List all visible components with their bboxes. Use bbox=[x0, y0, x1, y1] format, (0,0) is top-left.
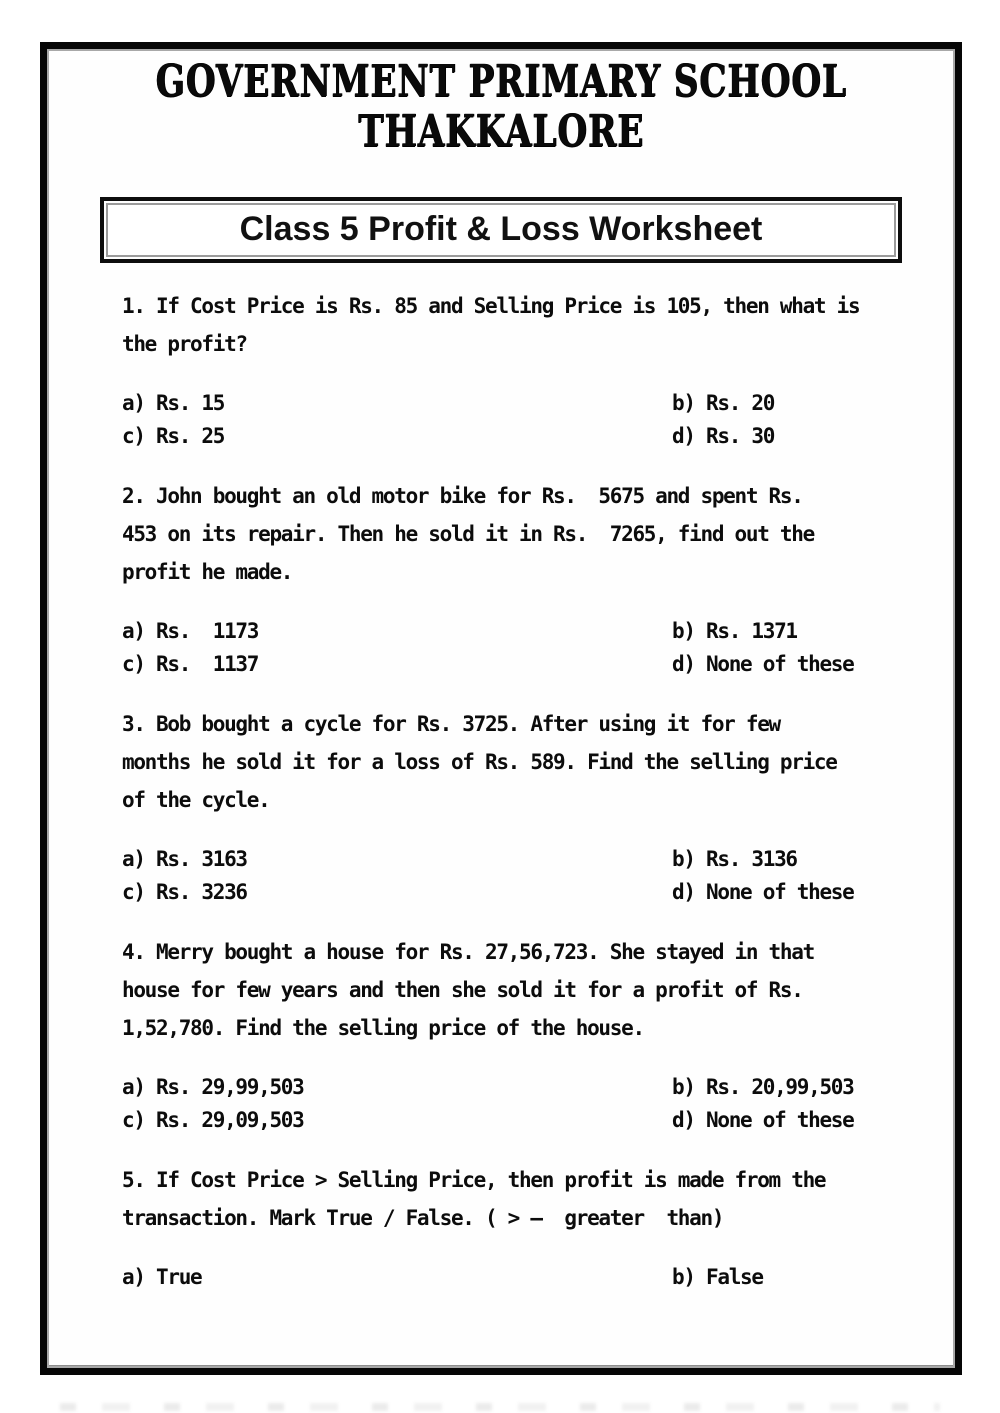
question-4-option-c[interactable]: c) Rs. 29,09,503 bbox=[122, 1108, 304, 1132]
question-2-line1: 2. John bought an old motor bike for Rs. 5675 and spent Rs. bbox=[122, 484, 803, 508]
worksheet-page-frame bbox=[40, 42, 962, 1375]
question-4-text bbox=[122, 933, 895, 1047]
question-3-line3: of the cycle. bbox=[122, 788, 270, 812]
question-4 bbox=[122, 933, 895, 1137]
question-1-option-b[interactable]: b) Rs. 20 bbox=[672, 391, 775, 415]
question-1-option-d[interactable]: d) Rs. 30 bbox=[672, 424, 775, 448]
question-2-option-c[interactable]: c) Rs. 1137 bbox=[122, 652, 259, 676]
question-2-option-a[interactable]: a) Rs. 1173 bbox=[122, 619, 259, 643]
question-5-text bbox=[122, 1161, 895, 1237]
question-4-line2: house for few years and then she sold it for a profit of Rs. bbox=[122, 978, 803, 1002]
question-4-option-d[interactable]: d) None of these bbox=[672, 1108, 854, 1132]
question-3-option-c[interactable]: c) Rs. 3236 bbox=[122, 880, 247, 904]
question-2-options bbox=[122, 615, 895, 681]
question-2-option-d[interactable]: d) None of these bbox=[672, 652, 854, 676]
cutoff-next-page-text-artifact bbox=[60, 1403, 940, 1411]
question-5-line1: 5. If Cost Price > Selling Price, then profit is made from the bbox=[122, 1168, 826, 1192]
question-3-options bbox=[122, 843, 895, 909]
school-name-line2: THAKKALORE bbox=[357, 106, 644, 157]
question-2-line3: profit he made. bbox=[122, 560, 293, 584]
question-1 bbox=[122, 287, 895, 453]
question-2-text bbox=[122, 477, 895, 591]
question-3-option-a[interactable]: a) Rs. 3163 bbox=[122, 847, 247, 871]
question-4-option-a[interactable]: a) Rs. 29,99,503 bbox=[122, 1075, 304, 1099]
question-4-options bbox=[122, 1071, 895, 1137]
question-3-option-b[interactable]: b) Rs. 3136 bbox=[672, 847, 797, 871]
question-4-line1: 4. Merry bought a house for Rs. 27,56,723. She stayed in that bbox=[122, 940, 814, 964]
question-4-line3: 1,52,780. Find the selling price of the house. bbox=[122, 1016, 644, 1040]
questions-section bbox=[47, 287, 955, 1294]
question-3-line2: months he sold it for a loss of Rs. 589. Find the selling price bbox=[122, 750, 837, 774]
question-2-line2: 453 on its repair. Then he sold it in Rs. 7265, find out the bbox=[122, 522, 814, 546]
question-1-text bbox=[122, 287, 895, 363]
question-5 bbox=[122, 1161, 895, 1294]
school-name-line1: GOVERNMENT PRIMARY SCHOOL bbox=[155, 56, 847, 107]
worksheet-title-box-inner bbox=[106, 203, 896, 257]
worksheet-title-box bbox=[100, 197, 902, 263]
question-2-option-b[interactable]: b) Rs. 1371 bbox=[672, 619, 797, 643]
question-5-line2: transaction. Mark True / False. ( > – greater than) bbox=[122, 1206, 724, 1230]
question-3 bbox=[122, 705, 895, 909]
question-3-line1: 3. Bob bought a cycle for Rs. 3725. After using it for few bbox=[122, 712, 780, 736]
question-4-option-b[interactable]: b) Rs. 20,99,503 bbox=[672, 1075, 854, 1099]
question-3-text bbox=[122, 705, 895, 819]
question-1-option-c[interactable]: c) Rs. 25 bbox=[122, 424, 225, 448]
question-5-option-b[interactable]: b) False bbox=[672, 1265, 763, 1289]
question-1-options bbox=[122, 387, 895, 453]
question-5-options bbox=[122, 1261, 895, 1294]
question-2 bbox=[122, 477, 895, 681]
question-5-option-a[interactable]: a) True bbox=[122, 1265, 202, 1289]
question-1-line2: the profit? bbox=[122, 332, 247, 356]
question-3-option-d[interactable]: d) None of these bbox=[672, 880, 854, 904]
school-header bbox=[47, 57, 955, 157]
worksheet-title: Class 5 Profit & Loss Worksheet bbox=[239, 210, 763, 248]
question-1-option-a[interactable]: a) Rs. 15 bbox=[122, 391, 225, 415]
question-1-line1: 1. If Cost Price is Rs. 85 and Selling Price is 105, then what is bbox=[122, 294, 860, 318]
